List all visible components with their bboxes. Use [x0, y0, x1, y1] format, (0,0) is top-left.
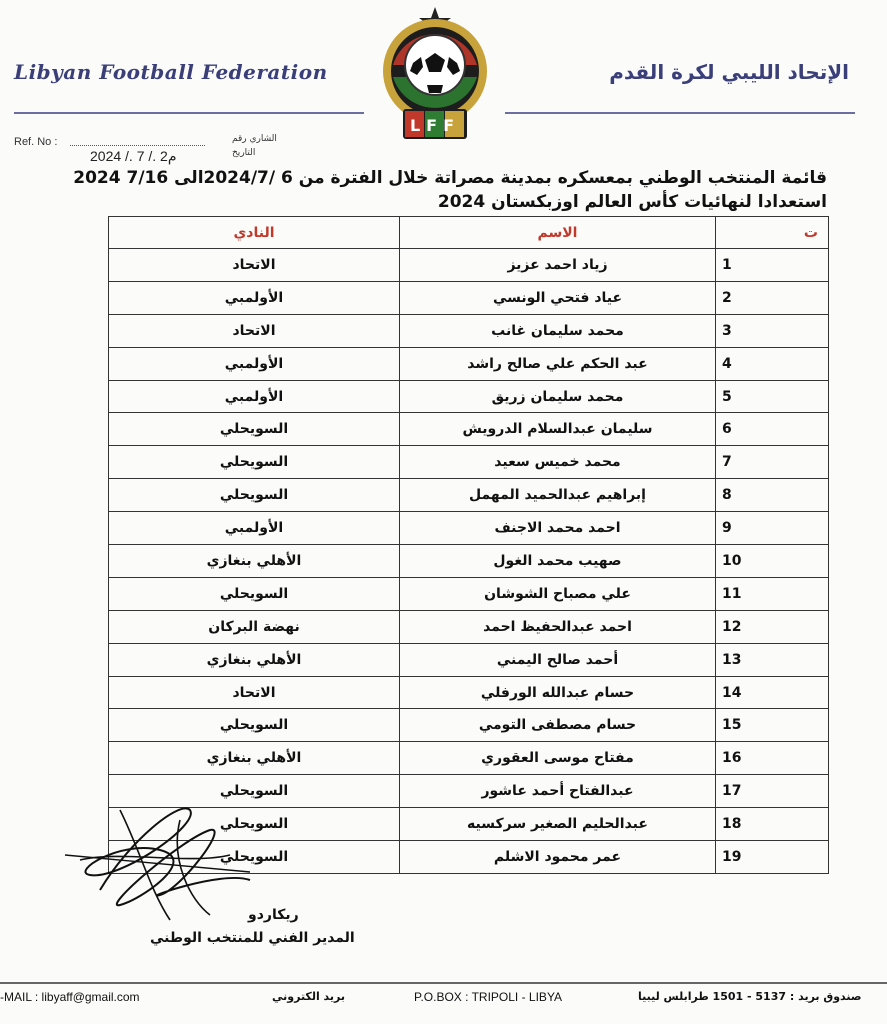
row-number: 13: [716, 643, 829, 676]
table-row: [109, 643, 829, 676]
row-number: 5: [716, 380, 829, 413]
row-number: 1: [716, 249, 829, 282]
row-number: 4: [716, 347, 829, 380]
player-club: الأهلي بنغازي: [109, 545, 400, 578]
federation-name-ar: الإتحاد الليبي لكرة القدم: [609, 60, 849, 84]
player-club: السويحلي: [109, 841, 400, 874]
player-name: احمد عبدالحفيظ احمد: [400, 610, 716, 643]
footer-rule: [0, 982, 887, 984]
table-row: [109, 577, 829, 610]
header-num: ت: [716, 217, 829, 249]
player-name: زياد احمد عزيز: [400, 249, 716, 282]
player-name: محمد سليمان غانب: [400, 314, 716, 347]
table-header-row: [109, 217, 829, 249]
player-club: الاتحاد: [109, 676, 400, 709]
player-club: نهضة البركان: [109, 610, 400, 643]
ref-label: Ref. No :: [14, 136, 58, 148]
row-number: 15: [716, 709, 829, 742]
table-row: [109, 545, 829, 578]
header-rule-left: [14, 112, 364, 114]
row-number: 17: [716, 775, 829, 808]
player-club: السويحلي: [109, 577, 400, 610]
player-club: الأولمبي: [109, 281, 400, 314]
header-name: الاسم: [400, 217, 716, 249]
ref-dotted-line: [70, 145, 205, 146]
player-club: السويحلي: [109, 709, 400, 742]
player-club: الأولمبي: [109, 347, 400, 380]
date-value: 2024 /. 7 /. 2م: [90, 148, 177, 164]
table-row: [109, 742, 829, 775]
footer-pobox-ar: صندوق بريد : 5137 - 1501 طرابلس ليبيا: [638, 990, 862, 1003]
coach-name: ريكاردو: [248, 907, 299, 923]
lff-logo: [375, 5, 495, 145]
row-number: 6: [716, 413, 829, 446]
player-name: عياد فتحي الونسي: [400, 281, 716, 314]
player-name: سليمان عبدالسلام الدرويش: [400, 413, 716, 446]
row-number: 18: [716, 808, 829, 841]
player-club: الأهلي بنغازي: [109, 643, 400, 676]
player-club: الاتحاد: [109, 314, 400, 347]
date-label-ar: التاريخ: [232, 148, 256, 158]
row-number: 11: [716, 577, 829, 610]
svg-text:LFF: LFF: [409, 116, 461, 135]
player-club: السويحلي: [109, 808, 400, 841]
player-club: الاتحاد: [109, 249, 400, 282]
row-number: 3: [716, 314, 829, 347]
player-name: عبدالحليم الصغير سركسيه: [400, 808, 716, 841]
row-number: 7: [716, 446, 829, 479]
player-name: حسام عبدالله الورفلي: [400, 676, 716, 709]
document-subtitle: استعدادا لنهائيات كأس العالم اوزبكستان 2024: [437, 192, 827, 212]
player-club: الأولمبي: [109, 512, 400, 545]
table-row: [109, 610, 829, 643]
row-number: 14: [716, 676, 829, 709]
header-club: النادي: [109, 217, 400, 249]
table-row: [109, 446, 829, 479]
player-name: أحمد صالح اليمني: [400, 643, 716, 676]
signature-scribble: [60, 780, 260, 930]
federation-name-en: Libyan Football Federation: [14, 60, 328, 84]
ref-label-ar: الشاري رقم: [232, 134, 277, 144]
coach-title: المدير الفني للمنتخب الوطني: [150, 930, 355, 946]
player-club: الأولمبي: [109, 380, 400, 413]
document-title: قائمة المنتخب الوطني بمعسكره بمدينة مصراتة خلال الفترة من 6 /2024/7الى 7/16 2024: [73, 168, 827, 188]
row-number: 2: [716, 281, 829, 314]
table-row: [109, 249, 829, 282]
player-name: عبد الحكم علي صالح راشد: [400, 347, 716, 380]
table-row: [109, 347, 829, 380]
player-name: عبدالفتاح أحمد عاشور: [400, 775, 716, 808]
player-name: احمد محمد الاجنف: [400, 512, 716, 545]
player-club: السويحلي: [109, 413, 400, 446]
player-name: صهيب محمد الغول: [400, 545, 716, 578]
table-row: [109, 314, 829, 347]
header-rule-right: [505, 112, 855, 114]
row-number: 9: [716, 512, 829, 545]
player-club: السويحلي: [109, 446, 400, 479]
roster-table: [108, 216, 829, 874]
row-number: 19: [716, 841, 829, 874]
player-name: إبراهيم عبدالحميد المهمل: [400, 479, 716, 512]
row-number: 12: [716, 610, 829, 643]
footer-email: -MAIL : libyaff@gmail.com: [0, 990, 140, 1004]
table-row: [109, 512, 829, 545]
table-row: [109, 281, 829, 314]
player-name: محمد سليمان زريق: [400, 380, 716, 413]
player-name: عمر محمود الاشلم: [400, 841, 716, 874]
player-club: السويحلي: [109, 479, 400, 512]
row-number: 16: [716, 742, 829, 775]
player-name: محمد خميس سعيد: [400, 446, 716, 479]
footer-email-label-ar: بريد الكتروني: [272, 990, 346, 1003]
player-name: مفتاح موسى العقوري: [400, 742, 716, 775]
player-name: حسام مصطفى التومي: [400, 709, 716, 742]
footer-pobox: P.O.BOX : TRIPOLI - LIBYA: [414, 990, 563, 1004]
player-name: علي مصباح الشوشان: [400, 577, 716, 610]
row-number: 8: [716, 479, 829, 512]
table-row: [109, 479, 829, 512]
table-row: [109, 380, 829, 413]
player-club: الأهلي بنغازي: [109, 742, 400, 775]
player-club: السويحلي: [109, 775, 400, 808]
table-row: [109, 676, 829, 709]
row-number: 10: [716, 545, 829, 578]
table-row: [109, 413, 829, 446]
table-row: [109, 709, 829, 742]
